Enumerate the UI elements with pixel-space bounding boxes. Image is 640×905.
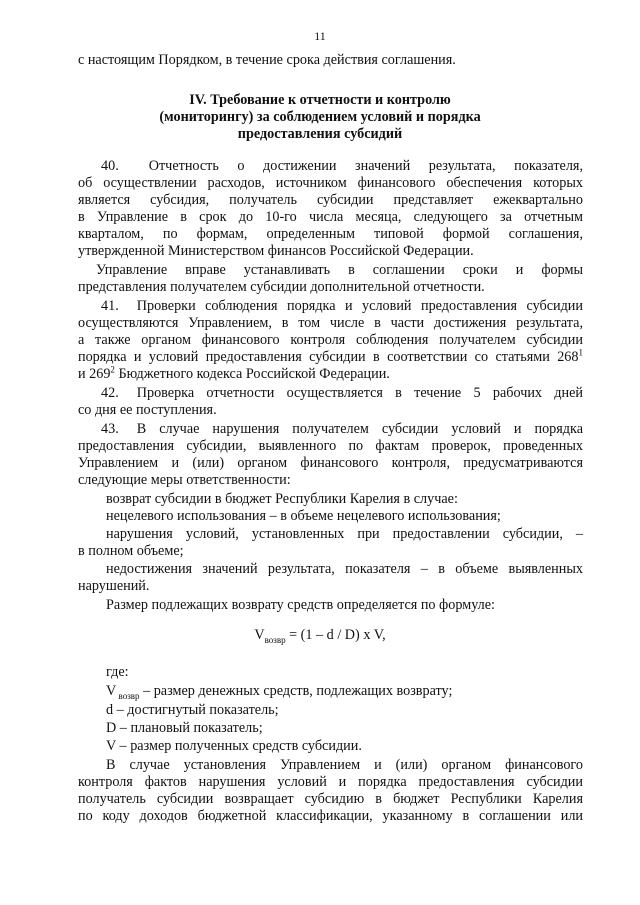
- p43-line-1: [101, 421, 583, 438]
- formula-v: V: [254, 627, 265, 643]
- intro-line: с настоящим Порядком, в течение срока действия соглашения.: [78, 52, 456, 68]
- p41-text-1: Проверки соблюдения порядка и условий предоставления субсидии: [136, 298, 583, 314]
- formula: [0, 627, 640, 645]
- def-2-text: – достигнутый показатель;: [113, 702, 279, 718]
- p43-text-1: В случае нарушения получателем субсидии условий и порядка: [136, 421, 583, 437]
- p42-line-2: со дня ее поступления.: [78, 402, 217, 418]
- p43-line-11: Размер подлежащих возврату средств определяется по формуле:: [106, 597, 495, 613]
- section-title-line-3: предоставления субсидий: [237, 126, 403, 142]
- p40-line-2: об осуществлении расходов, источником финансового обеспечения которых: [78, 175, 583, 191]
- def-1-sub: возвр: [116, 690, 140, 701]
- p41-text-4: порядка и условий предоставления субсидии в соответствии со статьями 268: [78, 349, 579, 365]
- p43-line-3: Управлением и (или) органом финансового контроля, предусматриваются: [78, 455, 583, 471]
- p41-text-5b: Бюджетного кодекса Российской Федерации.: [114, 366, 390, 382]
- formula-sub: возвр: [264, 634, 286, 645]
- final-line-2: контроля фактов нарушения условий и порядка предоставления субсидии: [78, 774, 583, 790]
- p43-line-5: возврат субсидии в бюджет Республики Карелия в случае:: [106, 491, 458, 507]
- footnote-sup-1: 1: [578, 347, 583, 358]
- final-line-4: по коду доходов бюджетной классификации, указанному в соглашении или: [78, 808, 583, 824]
- p43-number: 43.: [101, 421, 119, 437]
- final-line-1: В случае установления Управлением и (или) органом финансового: [106, 757, 583, 773]
- section-title-line-2: (мониторингу) за соблюдением условий и порядка: [159, 109, 481, 125]
- def-4-text: – размер полученных средств субсидии.: [116, 738, 362, 754]
- p40-line-6: утвержденной Министерством финансов Российской Федерации.: [78, 243, 474, 259]
- p41-line-1: [101, 298, 583, 315]
- def-3-sym: D: [106, 720, 117, 736]
- def-2: [106, 702, 583, 719]
- def-3: [106, 720, 583, 737]
- p43-line-7: нарушения условий, установленных при предоставлении субсидии, –: [106, 526, 583, 542]
- formula-rest: = (1 – d / D) x V,: [285, 627, 386, 643]
- p41-line-5: [78, 366, 583, 383]
- p43-line-9: недостижения значений результата, показателя – в объеме выявленных: [106, 561, 583, 577]
- p42-line-1: [101, 385, 583, 402]
- def-3-text: – плановый показатель;: [116, 720, 263, 736]
- footnote-sup-2: 2: [110, 364, 115, 375]
- p40b-line-2: представления получателем субсидии дополнительной отчетности.: [78, 279, 485, 295]
- p40-number: 40.: [101, 158, 119, 174]
- p43-line-4: следующие меры ответственности:: [78, 472, 291, 488]
- def-4-sym: V: [106, 738, 116, 754]
- def-4: [106, 738, 583, 755]
- p41-line-4: [78, 349, 583, 366]
- p40-line-4: в Управление в срок до 10-го числа месяца, следующего за отчетным: [78, 209, 583, 225]
- p43-line-2: предоставления субсидии, выявленного по фактам проверок, проведенных: [78, 438, 583, 454]
- page-number: 11: [314, 29, 326, 43]
- p42-text-1: Проверка отчетности осуществляется в течение 5 рабочих дней: [136, 385, 583, 401]
- def-1-sym: V: [106, 683, 117, 699]
- p41-number: 41.: [101, 298, 119, 314]
- section-title-line-1: IV. Требование к отчетности и контролю: [189, 92, 451, 108]
- p43-line-6: нецелевого использования – в объеме нецелевого использования;: [106, 508, 501, 524]
- p40b-line-1: Управление вправе устанавливать в соглашении сроки и формы: [96, 262, 583, 278]
- p40-line-1: [101, 158, 583, 175]
- final-line-3: получатель субсидии возвращает субсидию в бюджет Республики Карелия: [78, 791, 583, 807]
- p43-line-10: нарушений.: [78, 578, 150, 594]
- p40-line-3: является субсидия, получатель субсидии представляет ежеквартально: [78, 192, 583, 208]
- p40-line-5: кварталом, по формам, определенным типовой формой соглашения,: [78, 226, 583, 242]
- def-1-text: – размер денежных средств, подлежащих возврату;: [139, 683, 453, 699]
- p42-number: 42.: [101, 385, 119, 401]
- p41-line-2: осуществляются Управлением, в том числе в части достижения результата,: [78, 315, 583, 331]
- p41-line-3: а также органом финансового контроля соблюдения получателем субсидии: [78, 332, 583, 348]
- p40-text-1: Отчетность о достижении значений результата, показателя,: [148, 158, 583, 174]
- p43-line-8: в полном объеме;: [78, 543, 184, 559]
- def-2-sym: d: [106, 702, 114, 718]
- where-label: где:: [106, 664, 129, 680]
- p41-text-5a: и 269: [78, 366, 111, 382]
